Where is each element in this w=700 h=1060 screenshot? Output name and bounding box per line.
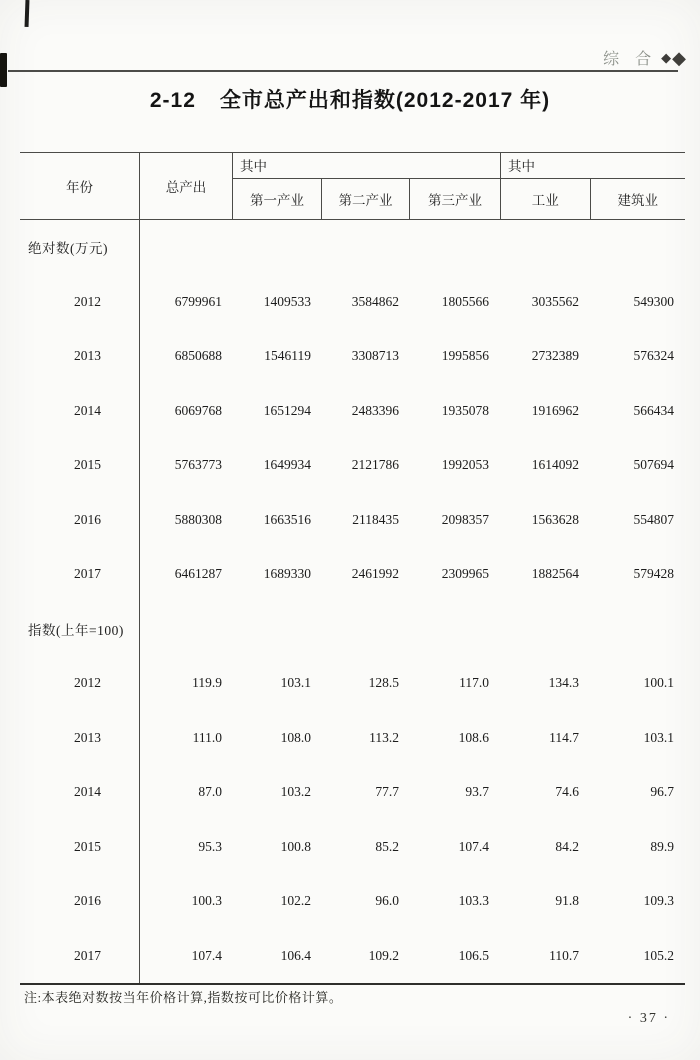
total-output-cell: 119.9 [192, 675, 222, 691]
table-number: 2-12 [149, 89, 196, 112]
primary-cell: 106.4 [280, 947, 311, 963]
secondary-cell: 2483396 [351, 402, 399, 418]
year-cell: 2012 [20, 656, 140, 711]
total-output-cell: 6799961 [174, 293, 222, 309]
secondary-cell: 2461992 [351, 566, 399, 582]
primary-cell: 1689330 [263, 566, 311, 582]
construction-cell: 566434 [633, 402, 674, 418]
col-header-tertiary-industry: 第三产业 [428, 192, 482, 208]
primary-cell: 100.8 [280, 838, 311, 854]
data-row-2014-idx [20, 765, 685, 820]
industry-cell: 1916962 [531, 402, 579, 418]
secondary-cell: 2118435 [352, 511, 399, 527]
year-cell: 2015 [20, 820, 140, 875]
total-output-cell: 6461287 [174, 566, 222, 582]
industry-cell: 114.7 [549, 729, 579, 745]
construction-cell: 105.2 [643, 947, 674, 963]
total-output-cell: 107.4 [191, 947, 222, 963]
chapter-label: 综 合 [603, 51, 658, 68]
total-output-cell: 5880308 [174, 511, 222, 527]
tertiary-cell: 106.5 [458, 947, 489, 963]
industry-cell: 134.3 [548, 675, 579, 691]
data-row-2012-abs [20, 275, 685, 330]
section-row-absolute [20, 220, 685, 275]
section-label: 绝对数(万元) [20, 220, 140, 275]
tertiary-cell: 1992053 [441, 457, 489, 473]
year-cell: 2016 [20, 874, 140, 929]
group2-label: 其中 [501, 153, 685, 179]
scan-artifact-smudge [0, 53, 7, 87]
year-cell: 2017 [20, 547, 140, 602]
table-footnote: 注:本表绝对数按当年价格计算,指数按可比价格计算。 [24, 990, 343, 1005]
statistics-table [20, 152, 685, 985]
tertiary-cell: 2309965 [441, 566, 489, 582]
tertiary-cell: 117.0 [459, 675, 489, 691]
industry-cell: 74.6 [555, 784, 579, 800]
data-row-2015-idx [20, 820, 685, 875]
diamond-large-icon: ◆ [672, 47, 686, 68]
primary-cell: 108.0 [280, 729, 311, 745]
industry-cell: 1882564 [531, 566, 579, 582]
tertiary-cell: 1805566 [441, 293, 489, 309]
construction-cell: 576324 [633, 348, 674, 364]
primary-cell: 102.2 [280, 893, 311, 909]
col-header-secondary-industry: 第二产业 [322, 179, 410, 219]
tertiary-cell: 108.6 [458, 729, 489, 745]
construction-cell: 109.3 [643, 893, 674, 909]
total-output-cell: 100.3 [191, 893, 222, 909]
construction-cell: 103.1 [643, 729, 674, 745]
col-header-primary-industry: 第一产业 [233, 179, 322, 219]
secondary-cell: 3584862 [351, 293, 399, 309]
col-header-year: 年份 [20, 153, 140, 219]
tertiary-cell: 2098357 [441, 511, 489, 527]
header-rule [8, 70, 678, 72]
industry-cell: 1614092 [531, 457, 579, 473]
table-body [20, 220, 685, 983]
primary-cell: 1651294 [263, 402, 311, 418]
industry-cell: 3035562 [531, 293, 579, 309]
data-row-2017-abs [20, 547, 685, 602]
secondary-cell: 3308713 [351, 348, 399, 364]
col-header-total-output: 总产出 [140, 153, 233, 219]
primary-cell: 1409533 [263, 293, 311, 309]
industry-cell: 110.7 [549, 947, 579, 963]
secondary-cell: 2121786 [351, 457, 399, 473]
page-title [0, 84, 700, 114]
secondary-cell: 113.2 [369, 729, 399, 745]
secondary-cell: 128.5 [368, 675, 399, 691]
construction-cell: 549300 [633, 293, 674, 309]
construction-cell: 579428 [633, 566, 674, 582]
data-row-2013-idx [20, 711, 685, 766]
year-cell: 2013 [20, 329, 140, 384]
year-cell: 2016 [20, 493, 140, 548]
year-cell: 2015 [20, 438, 140, 493]
construction-cell: 507694 [633, 457, 674, 473]
secondary-cell: 77.7 [375, 784, 399, 800]
total-output-cell: 6850688 [174, 348, 222, 364]
scan-artifact-tick [25, 0, 30, 27]
construction-cell: 554807 [633, 511, 674, 527]
primary-cell: 103.1 [280, 675, 311, 691]
primary-cell: 1663516 [263, 511, 311, 527]
table-header [20, 153, 685, 220]
industry-cell: 2732389 [531, 348, 579, 364]
table-title-text: 全市总产出和指数(2012-2017 年) [219, 89, 551, 112]
construction-cell: 100.1 [643, 675, 674, 691]
primary-cell: 1546119 [264, 348, 311, 364]
tertiary-cell: 1995856 [441, 348, 489, 364]
primary-cell: 1649934 [263, 457, 311, 473]
industry-cell: 1563628 [531, 511, 579, 527]
data-row-2014-abs [20, 384, 685, 439]
tertiary-cell: 107.4 [458, 838, 489, 854]
diamond-small-icon: ◆ [661, 50, 672, 65]
col-header-construction: 建筑业 [617, 192, 658, 208]
total-output-cell: 111.0 [192, 729, 222, 745]
data-row-2013-abs [20, 329, 685, 384]
data-row-2015-abs [20, 438, 685, 493]
industry-cell: 84.2 [555, 838, 579, 854]
year-cell: 2017 [20, 929, 140, 984]
col-group-of-which-1 [233, 153, 500, 219]
year-cell: 2012 [20, 275, 140, 330]
secondary-cell: 96.0 [375, 893, 399, 909]
total-output-cell: 5763773 [174, 457, 222, 473]
data-row-2016-idx [20, 874, 685, 929]
secondary-cell: 85.2 [375, 838, 399, 854]
total-output-cell: 95.3 [198, 838, 222, 854]
secondary-cell: 109.2 [368, 947, 399, 963]
col-header-industry: 工业 [501, 179, 591, 219]
tertiary-cell: 93.7 [465, 784, 489, 800]
year-cell: 2014 [20, 384, 140, 439]
page-number: · 37 · [627, 1011, 670, 1026]
primary-cell: 103.2 [280, 784, 311, 800]
year-cell: 2013 [20, 711, 140, 766]
section-label: 指数(上年=100) [20, 602, 140, 657]
year-cell: 2014 [20, 765, 140, 820]
section-row-index [20, 602, 685, 657]
industry-cell: 91.8 [555, 893, 579, 909]
tertiary-cell: 1935078 [441, 402, 489, 418]
data-row-2017-idx [20, 929, 685, 984]
construction-cell: 96.7 [650, 784, 674, 800]
data-row-2016-abs [20, 493, 685, 548]
tertiary-cell: 103.3 [458, 893, 489, 909]
running-head [603, 46, 686, 69]
construction-cell: 89.9 [650, 838, 674, 854]
total-output-cell: 87.0 [198, 784, 222, 800]
data-row-2012-idx [20, 656, 685, 711]
col-group-of-which-2 [500, 153, 685, 219]
group1-label: 其中 [233, 153, 500, 179]
total-output-cell: 6069768 [174, 402, 222, 418]
